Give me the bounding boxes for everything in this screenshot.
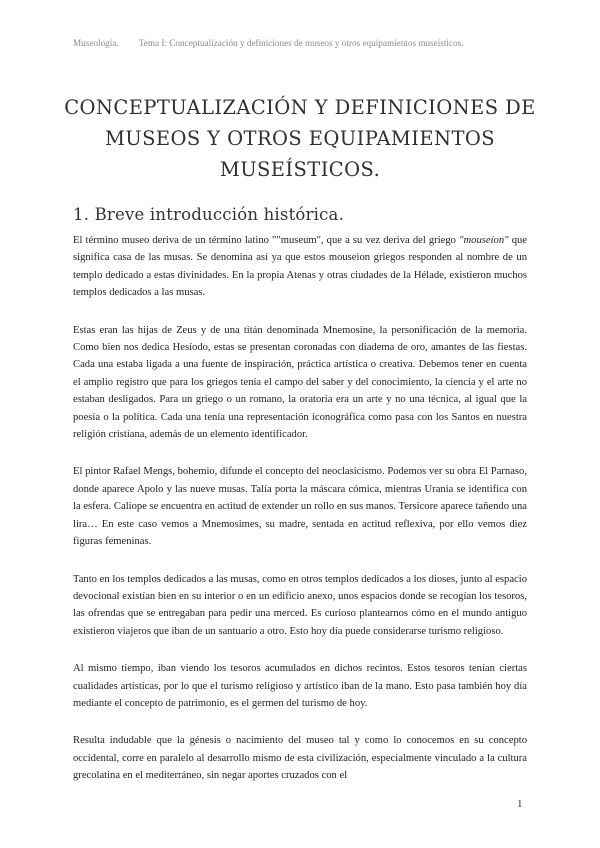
paragraph-2: Estas eran las hijas de Zeus y de una titán denominada Mnemosine, la personificación de la memoria. Como bien nos dedica Hesíodo, estas se presentan coronadas con diadema de oro, amantes de las fiestas. Cada una estaba ligada a una fuente de inspiración, práctica artística o creativa. Debemos tener en cuenta el amplio registro que para los griegos tenía el campo del saber y del conocimiento, la ciencia y el arte no estaban desligados. Para un griego o un romano, la oratoria era un arte y no una técnica, al igual que la poesía o la política. Cada una tenía una representación iconográfica como pasa con los Santos en nuestra religión cristiana, además de un elemento identificador. (73, 324, 527, 441)
paragraph-1 (73, 232, 527, 302)
paragraph-1-end: que significa casa de las musas. Se denomina así ya que estos mouseion griegos responden al nombre de un templo dedicado a estas divinidades. En la propia Atenas y otras ciudades de la Hélade, existieron muchos templos dedicados a las musas. (73, 235, 527, 299)
running-header (73, 38, 560, 48)
paragraph-1-start: El término museo deriva de un término latino ""museum", que a su vez deriva del griego (73, 235, 460, 246)
section-heading: 1. Breve introducción histórica. (73, 205, 345, 224)
paragraph-4: Tanto en los templos dedicados a las musas, como en otros templos dedicados a los dioses, junto al espacio devocional existían bien en su interior o en un edificio anexo, unos espacios donde se recogían los tesoros, las ofrendas que se entregaban para pedir una merced. Es curioso plantearnos cómo en el mundo antiguo existieron viajeros que iban de un santuario a otro. Esto hoy día puede considerarse turismo religioso. (73, 573, 527, 637)
header-topic: Tema I: Conceptualización y definiciones de museos y otros equipamientos museísticos. (138, 38, 464, 48)
document-title (60, 92, 540, 185)
paragraph-3: El pintor Rafael Mengs, bohemio, difunde el concepto del neoclasicismo. Podemos ver su obra El Parnaso, donde aparece Apolo y las nueve musas. Talía porta la máscara cómica, mientras Urania se identifica con la esfera. Calíope se encuentra en actitud de extender un rollo en sus manos. Tersícore aparece tañendo una lira… En este caso vemos a Mnemosimes, su madre, sentada en actitud reflexiva, por ello vemos diez figuras femeninas. (73, 466, 527, 548)
title-line-3: MUSEÍSTICOS. (219, 158, 381, 181)
page-number: 1 (517, 798, 523, 810)
body-text (73, 232, 527, 785)
title-line-1: CONCEPTUALIZACIÓN Y DEFINICIONES DE (64, 96, 536, 119)
paragraph-5: Al mismo tiempo, iban viendo los tesoros acumulados en dichos recintos. Estos tesoros tenían ciertas cualidades artísticas, por lo que el turismo religioso y artístico iban de la mano. Esto pasa también hoy día mediante el concepto de patrimonio, es el germen del turismo de hoy. (73, 663, 527, 709)
paragraph-6: Resulta indudable que la génesis o nacimiento del museo tal y como lo conocemos en su concepto occidental, corre en paralelo al desarrollo mismo de esta civilización, especialmente vinculado a la cultura grecolatina en el mediterráneo, sin negar aportes cruzados con el (73, 735, 527, 782)
header-course: Museología. (73, 38, 119, 48)
title-line-2: MUSEOS Y OTROS EQUIPAMIENTOS (104, 127, 496, 150)
paragraph-1-italic-term: "mouseíon" (459, 235, 509, 246)
